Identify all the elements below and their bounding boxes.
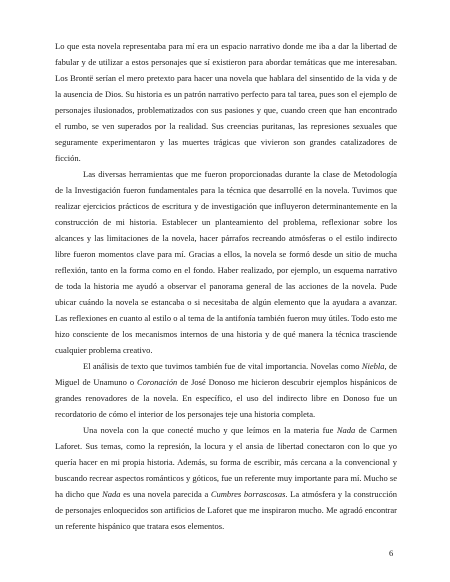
paragraph-3 (55, 358, 397, 422)
italic-title: Nada (102, 489, 121, 499)
italic-title: Niebla (361, 361, 385, 371)
text-run: Lo que esta novela representaba para mí era un espacio narrativo donde me iba a dar la libertad de fabular y de utilizar a estos personajes que sí existieron para abordar temáticas que me interesaban. Los Brontë serían el mero pretexto para hacer una novela que hablara del sinsentido de la vida y de la ausencia de Dios. Su historia es un patrón narrativo perfecto para tal tarea, pues son el ejemplo de personajes ilusionados, problematizados con sus pasiones y que, cuando creen que han encontrado el rumbo, se ven superados por la realidad. Sus creencias puritanas, las represiones sexuales que seguramente experimentaron y las muertes trágicas que vivieron son grandes catalizadores de ficción. (55, 41, 397, 163)
body-text (55, 38, 397, 534)
page-number: 6 (389, 548, 394, 558)
italic-title: Nada (336, 425, 356, 435)
text-run: El análisis de texto que tuvimos también fue de vital importancia. Novelas como (83, 361, 362, 371)
text-run: es una novela parecida a (120, 489, 211, 499)
text-run: , de Miguel de Unamuno o (55, 361, 397, 387)
paragraph-1 (55, 38, 397, 166)
paragraph-2 (55, 166, 397, 358)
italic-title: Coronación (136, 377, 178, 387)
text-run: Una novela con la que conecté mucho y que leímos en la materia fue (83, 425, 337, 435)
text-run: de Carmen Laforet. Sus temas, como la represión, la locura y el ansia de libertad conectaron con lo que yo quería hacer en mi propia historia. Además, su forma de escribir, más cercana a la convencional y buscando recrear aspectos románticos y góticos, fue un referente muy importante para mí. Mucho se ha dicho que (55, 425, 397, 499)
paragraph-4 (55, 422, 397, 534)
italic-title: Cumbres borrascosas (210, 489, 286, 499)
text-run: Las diversas herramientas que me fueron proporcionadas durante la clase de Metodología de la Investigación fueron fundamentales para la técnica que desarrollé en la novela. Tuvimos que realizar ejercicios prácticos de escritura y de investigación que influyeron determinantemente en la construcción de mi historia. Establecer un planteamiento del problema, reflexionar sobre los alcances y las limitaciones de la novela, hacer párrafos recreando atmósferas o el estilo indirecto libre fueron momentos clave para mí. Gracias a ellos, la novela se formó desde un sitio de mucha reflexión, tanto en la forma como en el fondo. Haber realizado, por ejemplo, un esquema narrativo de toda la historia me ayudó a observar el panorama general de las acciones de la novela. Pude ubicar cuándo la novela se estancaba o si necesitaba de algún elemento que la ayudara a avanzar. Las reflexiones en cuanto al estilo o al tema de la antifonía también fueron muy útiles. Todo esto me hizo consciente de los mecanismos internos de una historia y de qué manera la técnica trasciende cualquier problema creativo. (55, 169, 397, 355)
text-run: . La atmósfera y la construcción de personajes enloquecidos son artificios de Laforet que me inspiraron mucho. Me agradó encontrar un referente hispánico que tratara esos elementos. (55, 489, 397, 531)
text-run: de José Donoso me hicieron descubrir ejemplos hispánicos de grandes renovadores de la novela. En específico, el uso del indirecto libre en Donoso fue un recordatorio de cómo el interior de los personajes teje una historia completa. (55, 377, 397, 419)
